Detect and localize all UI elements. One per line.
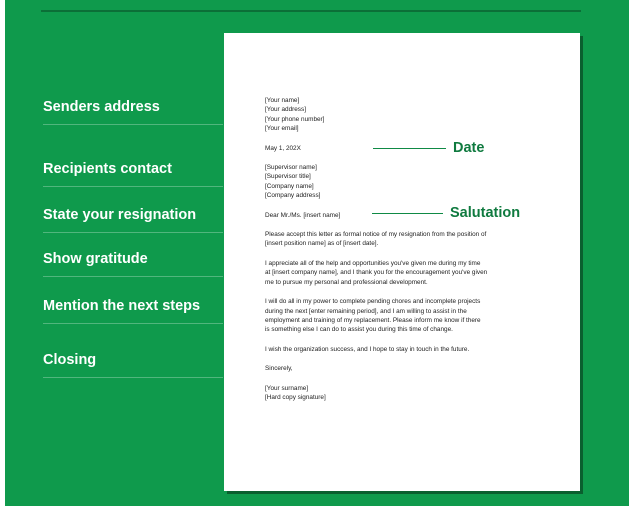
label-divider <box>43 186 223 187</box>
paragraph-resignation <box>265 230 545 249</box>
letter-line: [Hard copy signature] <box>265 393 326 401</box>
callout-line <box>373 148 446 149</box>
letter-line: [insert position name] as of [insert date]. <box>265 240 379 248</box>
callout-line <box>372 213 443 214</box>
paragraph-next-steps <box>265 297 545 335</box>
label-divider <box>43 124 223 125</box>
top-divider <box>41 10 581 12</box>
date-callout <box>373 140 484 156</box>
letter-line: [Your surname] <box>265 384 309 392</box>
letter-line: me to pursue my personal and professional development. <box>265 278 428 286</box>
label-recipients-contact <box>43 161 223 177</box>
letter-page <box>224 33 580 491</box>
letter-line: employment and training of my replacement. Please inform me know if there <box>265 316 481 324</box>
label-closing <box>43 352 223 368</box>
letter-line: [Your name] <box>265 97 300 104</box>
letter-line: during the next [enter remaining period], and I am willing to assist in the <box>265 307 467 315</box>
label-divider <box>43 232 223 233</box>
letter-date: May 1, 202X <box>265 144 301 152</box>
letter-line: I appreciate all of the help and opportunities you've given me during my time <box>265 259 481 267</box>
letter-line: [Your address] <box>265 106 306 114</box>
letter-line: is something else I can do to assist you during this time of change. <box>265 326 453 334</box>
sender-block <box>265 96 545 134</box>
letter-line: [Supervisor title] <box>265 173 311 181</box>
label-divider <box>43 323 223 324</box>
recipient-block <box>265 163 545 201</box>
label-text: Closing <box>43 352 97 368</box>
callout-label: Salutation <box>450 205 521 221</box>
letter-line: [Your email] <box>265 125 299 133</box>
infographic-background <box>5 0 629 506</box>
label-text: Show gratitude <box>43 251 148 267</box>
letter-line: [Your phone number] <box>265 115 325 123</box>
paragraph-wish <box>265 345 545 354</box>
letter-line: I wish the organization success, and I hope to stay in touch in the future. <box>265 345 470 353</box>
paragraph-gratitude <box>265 259 545 287</box>
label-divider <box>43 276 223 277</box>
label-show-gratitude <box>43 251 223 267</box>
label-text: State your resignation <box>43 207 197 223</box>
letter-line: Please accept this letter as formal notice of my resignation from the position of <box>265 231 487 239</box>
label-text: Senders address <box>43 99 160 115</box>
letter-closing: Sincerely, <box>265 365 293 373</box>
label-text: Recipients contact <box>43 161 172 177</box>
label-state-resignation <box>43 207 223 223</box>
signature-block <box>265 384 545 403</box>
letter-line: [Company name] <box>265 182 314 190</box>
callout-label: Date <box>453 140 485 156</box>
letter-line: [Supervisor name] <box>265 164 317 172</box>
label-text: Mention the next steps <box>43 298 201 314</box>
label-senders-address <box>43 99 223 115</box>
label-next-steps <box>43 298 223 314</box>
letter-line: at [insert company name], and I thank you for the encouragement you've given <box>265 269 488 277</box>
letter-line: [Company address] <box>265 192 321 200</box>
letter-line: I will do all in my power to complete pending chores and incomplete projects <box>265 298 481 306</box>
label-divider <box>43 377 223 378</box>
salutation-callout <box>372 205 520 221</box>
letter-salutation: Dear Mr./Ms. [insert name] <box>265 211 341 219</box>
